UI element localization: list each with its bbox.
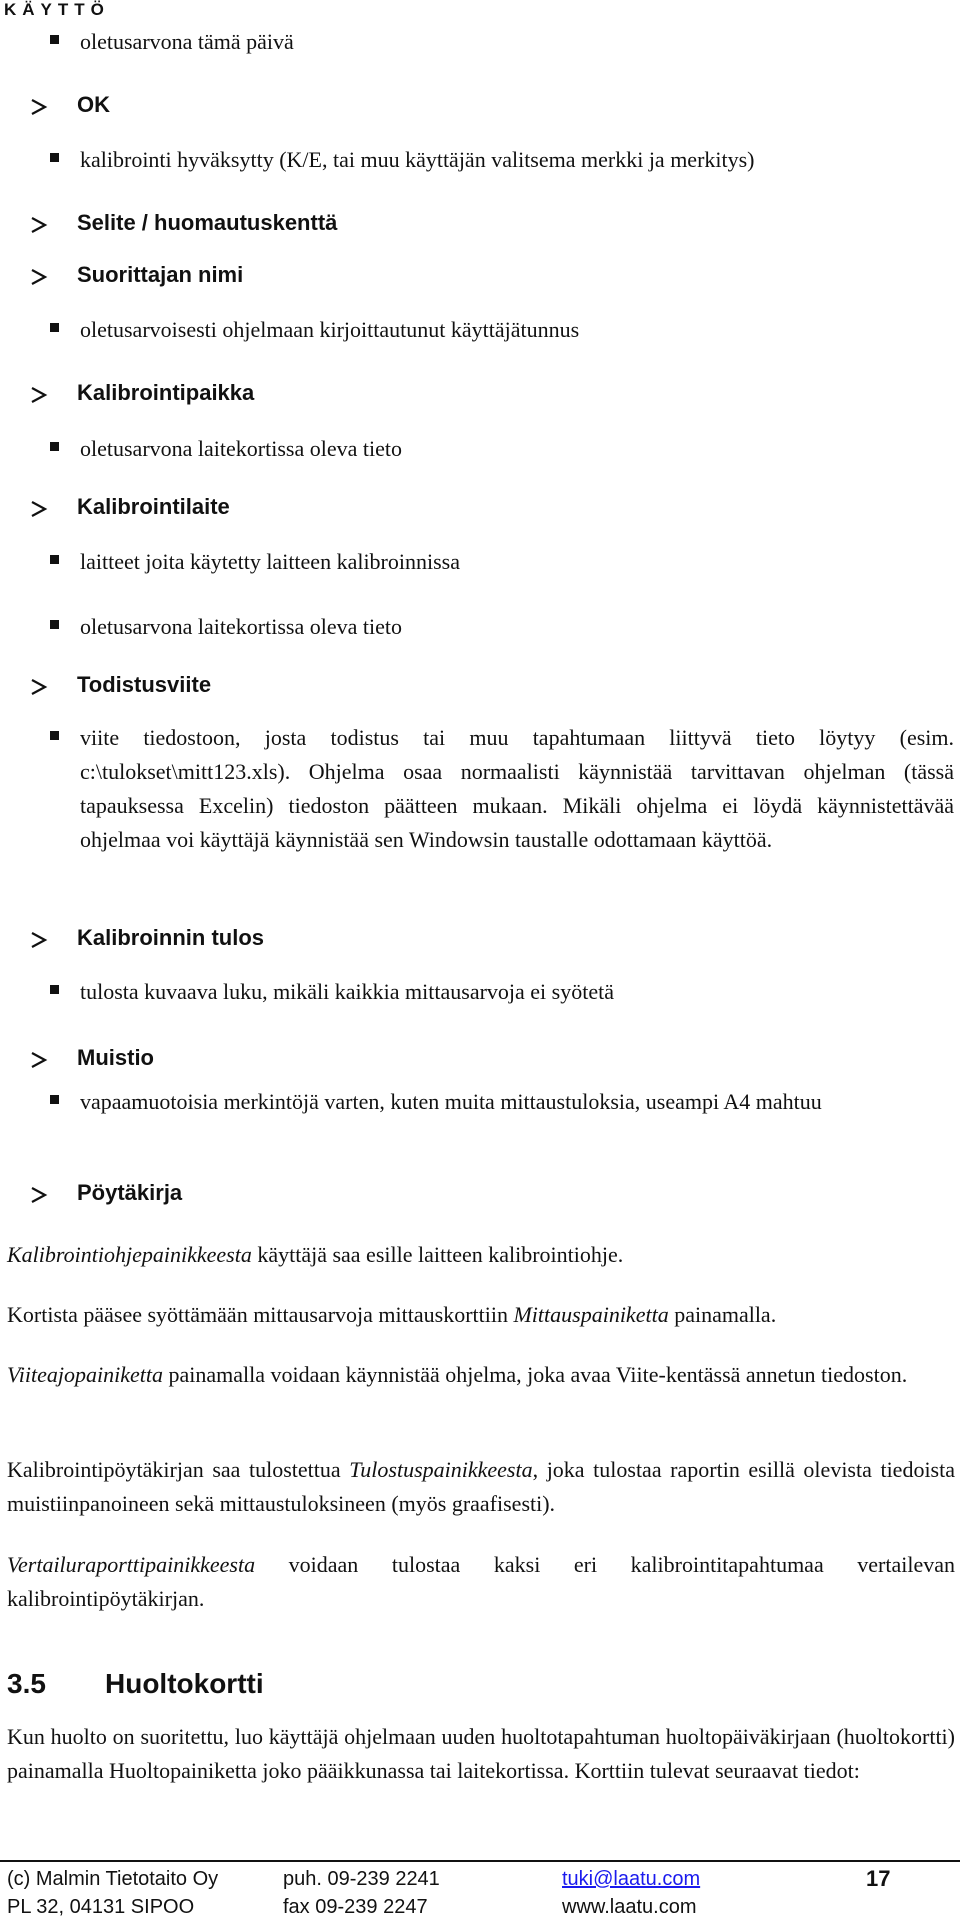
field-heading: Todistusviite (77, 672, 212, 697)
field-description: viite tiedostoon, josta todistus tai muu tapahtumaan liittyvä tieto löytyy (esim. c:\tulokset\mitt123.xls). Ohjelma osaa normaalisti käynnistää tarvittavan ohjelman (tässä tapauksessa Excelin) tiedoston päätteen mukaan. Mikäli ohjelma ei löydä käynnistettävää ohjelmaa voi käyttäjä käynnistää sen Windowsin taustalle odottamaan käyttöä. (80, 725, 954, 852)
field-description: oletusarvona tämä päivä (80, 29, 294, 54)
paragraph-kalibrointiohje: Kalibrointiohjepainikkeesta käyttäjä saa esille laitteen kalibrointiohje. (7, 1242, 624, 1267)
field-heading: Kalibroinnin tulos (77, 925, 264, 950)
section-body: Kun huolto on suoritettu, luo käyttäjä ohjelmaan uuden huoltotapahtuman huoltopäiväkirjaan (huoltokortti) painamalla Huoltopainiketta joko pääikkunassa tai laitekortissa. Korttiin tulevat seuraavat tiedot: (7, 1724, 955, 1783)
arrow-bullet-icon (30, 500, 48, 518)
square-bullet-icon (50, 555, 59, 564)
section-number: 3.5 (7, 1668, 46, 1699)
field-heading: Kalibrointilaite (77, 494, 230, 519)
section-title: Huoltokortti (105, 1668, 264, 1699)
paragraph-mittauspainike: Kortista pääsee syöttämään mittausarvoja mittauskorttiin Mittauspainiketta painamalla. (7, 1302, 777, 1327)
field-description: kalibrointi hyväksytty (K/E, tai muu käyttäjän valitsema merkki ja merkitys) (80, 147, 755, 172)
square-bullet-icon (50, 153, 59, 162)
running-head: KÄYTTÖ (4, 0, 110, 19)
arrow-bullet-icon (30, 1051, 48, 1069)
footer-email-link[interactable]: tuki@laatu.com (562, 1868, 701, 1890)
field-description: oletusarvona laitekortissa oleva tieto (80, 614, 402, 639)
field-description: oletusarvoisesti ohjelmaan kirjoittautunut käyttäjätunnus (80, 317, 580, 342)
arrow-bullet-icon (30, 268, 48, 286)
paragraph-viiteajopainike: Viiteajopainiketta painamalla voidaan käynnistää ohjelma, joka avaa Viite-kentässä annetun tiedoston. (7, 1362, 908, 1387)
arrow-bullet-icon (30, 1186, 48, 1204)
footer-address: PL 32, 04131 SIPOO (7, 1896, 195, 1918)
footer-web-link[interactable]: www.laatu.com (562, 1896, 697, 1918)
paragraph-vertailuraportti: Vertailuraporttipainikkeesta voidaan tulostaa kaksi eri kalibrointitapahtumaa vertailevan kalibrointipöytäkirjan. (7, 1552, 955, 1611)
field-heading: Kalibrointipaikka (77, 380, 255, 405)
field-description: tulosta kuvaava luku, mikäli kaikkia mittausarvoja ei syötetä (80, 979, 614, 1004)
footer-company: (c) Malmin Tietotaito Oy (7, 1868, 219, 1890)
footer-phone: puh. 09-239 2241 (283, 1868, 440, 1890)
square-bullet-icon (50, 731, 59, 740)
square-bullet-icon (50, 35, 59, 44)
arrow-bullet-icon (30, 98, 48, 116)
field-description: laitteet joita käytetty laitteen kalibroinnissa (80, 549, 460, 574)
footer-fax: fax 09-239 2247 (283, 1896, 428, 1918)
arrow-bullet-icon (30, 386, 48, 404)
field-description: vapaamuotoisia merkintöjä varten, kuten muita mittaustuloksia, useampi A4 mahtuu (80, 1089, 822, 1114)
field-heading: Selite / huomautuskenttä (77, 210, 338, 235)
footer-divider (0, 1860, 960, 1862)
arrow-bullet-icon (30, 678, 48, 696)
arrow-bullet-icon (30, 216, 48, 234)
arrow-bullet-icon (30, 931, 48, 949)
field-heading: Muistio (77, 1045, 154, 1070)
square-bullet-icon (50, 985, 59, 994)
field-heading: Pöytäkirja (77, 1180, 183, 1205)
field-heading: OK (77, 92, 110, 117)
paragraph-tulostuspainike: Kalibrointipöytäkirjan saa tulostettua Tulostuspainikkeesta, joka tulostaa raportin esillä olevista tiedoista muistiinpanoineen sekä mittaustuloksineen (myös graafisesti). (7, 1457, 955, 1516)
square-bullet-icon (50, 323, 59, 332)
square-bullet-icon (50, 1095, 59, 1104)
square-bullet-icon (50, 442, 59, 451)
square-bullet-icon (50, 620, 59, 629)
page-number: 17 (866, 1866, 891, 1891)
field-description: oletusarvona laitekortissa oleva tieto (80, 436, 402, 461)
field-heading: Suorittajan nimi (77, 262, 244, 287)
